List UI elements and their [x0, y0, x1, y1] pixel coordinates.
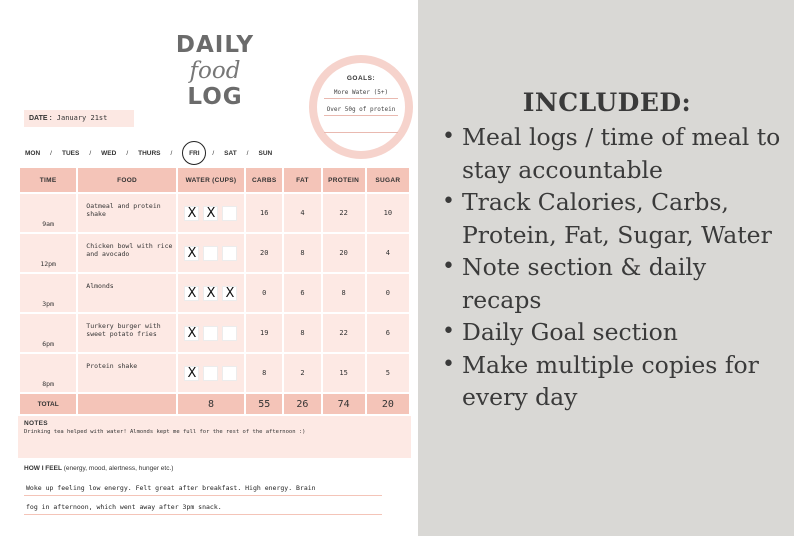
cell-protein: 8	[323, 274, 365, 312]
water-cup	[222, 366, 237, 381]
sheet-title	[150, 32, 280, 110]
water-cup: X	[222, 286, 237, 301]
table-row	[20, 354, 409, 392]
cell-food: Protein shake	[78, 354, 176, 392]
cell-carbs: 0	[246, 274, 282, 312]
water-cup	[203, 326, 218, 341]
cell-water	[178, 314, 244, 352]
day-mon: MON	[25, 149, 41, 157]
title-log: LOG	[187, 84, 243, 110]
water-cup: X	[184, 366, 199, 381]
date-value: January 21st	[56, 114, 108, 122]
table-header-row	[20, 168, 409, 192]
cell-carbs: 19	[246, 314, 282, 352]
cell-carbs: 8	[246, 354, 282, 392]
goal-item: Over 50g of protein	[324, 106, 398, 116]
cell-protein: 15	[323, 354, 365, 392]
water-cup: X	[184, 206, 199, 221]
water-cup: X	[184, 286, 199, 301]
water-cup: X	[184, 246, 199, 261]
cell-carbs: 20	[246, 234, 282, 272]
cell-time: 8pm	[20, 354, 76, 392]
cell-sugar: 5	[367, 354, 409, 392]
date-field	[24, 110, 134, 127]
table-row	[20, 194, 409, 232]
table-row	[20, 234, 409, 272]
list-item: • Make multiple copies for every day	[442, 349, 782, 414]
day-fri-selected: FRI	[182, 141, 206, 165]
col-fat: FAT	[284, 168, 320, 192]
water-cup	[222, 246, 237, 261]
day-selector: MON / TUES / WED / THURS / FRI / SAT / SUN	[25, 141, 305, 165]
day-thurs: THURS	[138, 149, 161, 157]
feel-label: HOW I FEEL	[24, 465, 62, 472]
goal-item: More Water (5+)	[324, 89, 398, 99]
total-label: TOTAL	[20, 394, 76, 414]
water-cup	[203, 366, 218, 381]
goals-title: GOALS:	[346, 75, 376, 82]
included-panel	[442, 88, 782, 414]
cell-sugar: 10	[367, 194, 409, 232]
cell-sugar: 4	[367, 234, 409, 272]
total-protein: 74	[323, 394, 365, 414]
cell-time: 12pm	[20, 234, 76, 272]
water-cup	[222, 206, 237, 221]
total-row	[20, 394, 409, 414]
table-row	[20, 314, 409, 352]
cell-water	[178, 354, 244, 392]
notes-section	[18, 416, 411, 458]
cell-fat: 2	[284, 354, 320, 392]
total-carbs: 55	[246, 394, 282, 414]
col-food: FOOD	[78, 168, 176, 192]
cell-fat: 8	[284, 314, 320, 352]
total-water: 8	[178, 394, 244, 414]
table-row	[20, 274, 409, 312]
cell-sugar: 6	[367, 314, 409, 352]
total-fat: 26	[284, 394, 320, 414]
day-sun: SUN	[258, 149, 273, 157]
cell-water	[178, 234, 244, 272]
col-water: WATER (CUPS)	[178, 168, 244, 192]
water-cup: X	[203, 286, 218, 301]
water-cup: X	[184, 326, 199, 341]
notes-label: NOTES	[24, 420, 48, 427]
day-sat: SAT	[224, 149, 237, 157]
cell-time: 6pm	[20, 314, 76, 352]
goals-inner	[317, 63, 405, 151]
list-item: • Note section & daily recaps	[442, 251, 782, 316]
food-log-table	[18, 166, 411, 416]
day-wed: WED	[101, 149, 117, 157]
cell-food: Chicken bowl with rice and avocado	[78, 234, 176, 272]
notes-text: Drinking tea helped with water! Almonds kept me full for the rest of the afternoon :)	[24, 429, 306, 435]
cell-fat: 4	[284, 194, 320, 232]
cell-protein: 22	[323, 314, 365, 352]
title-food: food	[189, 58, 241, 84]
included-list	[442, 121, 782, 414]
col-protein: PROTEIN	[323, 168, 365, 192]
total-sugar: 20	[367, 394, 409, 414]
feel-line: Woke up feeling low energy. Felt great after breakfast. High energy. Brain	[24, 484, 382, 496]
feel-line: fog in afternoon, which went away after 3pm snack.	[24, 503, 382, 515]
cell-carbs: 16	[246, 194, 282, 232]
list-item: • Track Calories, Carbs, Protein, Fat, Sugar, Water	[442, 186, 782, 251]
day-tues: TUES	[61, 149, 80, 157]
feel-hint: (energy, mood, alertness, hunger etc.)	[63, 465, 174, 472]
goal-item-empty	[324, 123, 398, 133]
cell-fat: 6	[284, 274, 320, 312]
water-cup	[203, 246, 218, 261]
included-heading: INCLUDED:	[522, 88, 692, 117]
list-item: • Meal logs / time of meal to stay accountable	[442, 121, 782, 186]
water-cup: X	[203, 206, 218, 221]
cell-food: Turkery burger with sweet potato fries	[78, 314, 176, 352]
cell-protein: 22	[323, 194, 365, 232]
cell-food: Oatmeal and protein shake	[78, 194, 176, 232]
date-label: DATE :	[29, 115, 52, 122]
cell-food: Almonds	[78, 274, 176, 312]
col-time: TIME	[20, 168, 76, 192]
cell-fat: 8	[284, 234, 320, 272]
cell-sugar: 0	[367, 274, 409, 312]
cell-time: 3pm	[20, 274, 76, 312]
list-item: • Daily Goal section	[442, 316, 782, 349]
col-sugar: SUGAR	[367, 168, 409, 192]
col-carbs: CARBS	[246, 168, 282, 192]
cell-water	[178, 194, 244, 232]
feel-heading	[24, 465, 173, 472]
title-daily: DAILY	[175, 32, 255, 58]
water-cup	[222, 326, 237, 341]
goals-circle	[309, 55, 413, 159]
cell-time: 9am	[20, 194, 76, 232]
cell-protein: 20	[323, 234, 365, 272]
total-food-empty	[78, 394, 176, 414]
cell-water	[178, 274, 244, 312]
